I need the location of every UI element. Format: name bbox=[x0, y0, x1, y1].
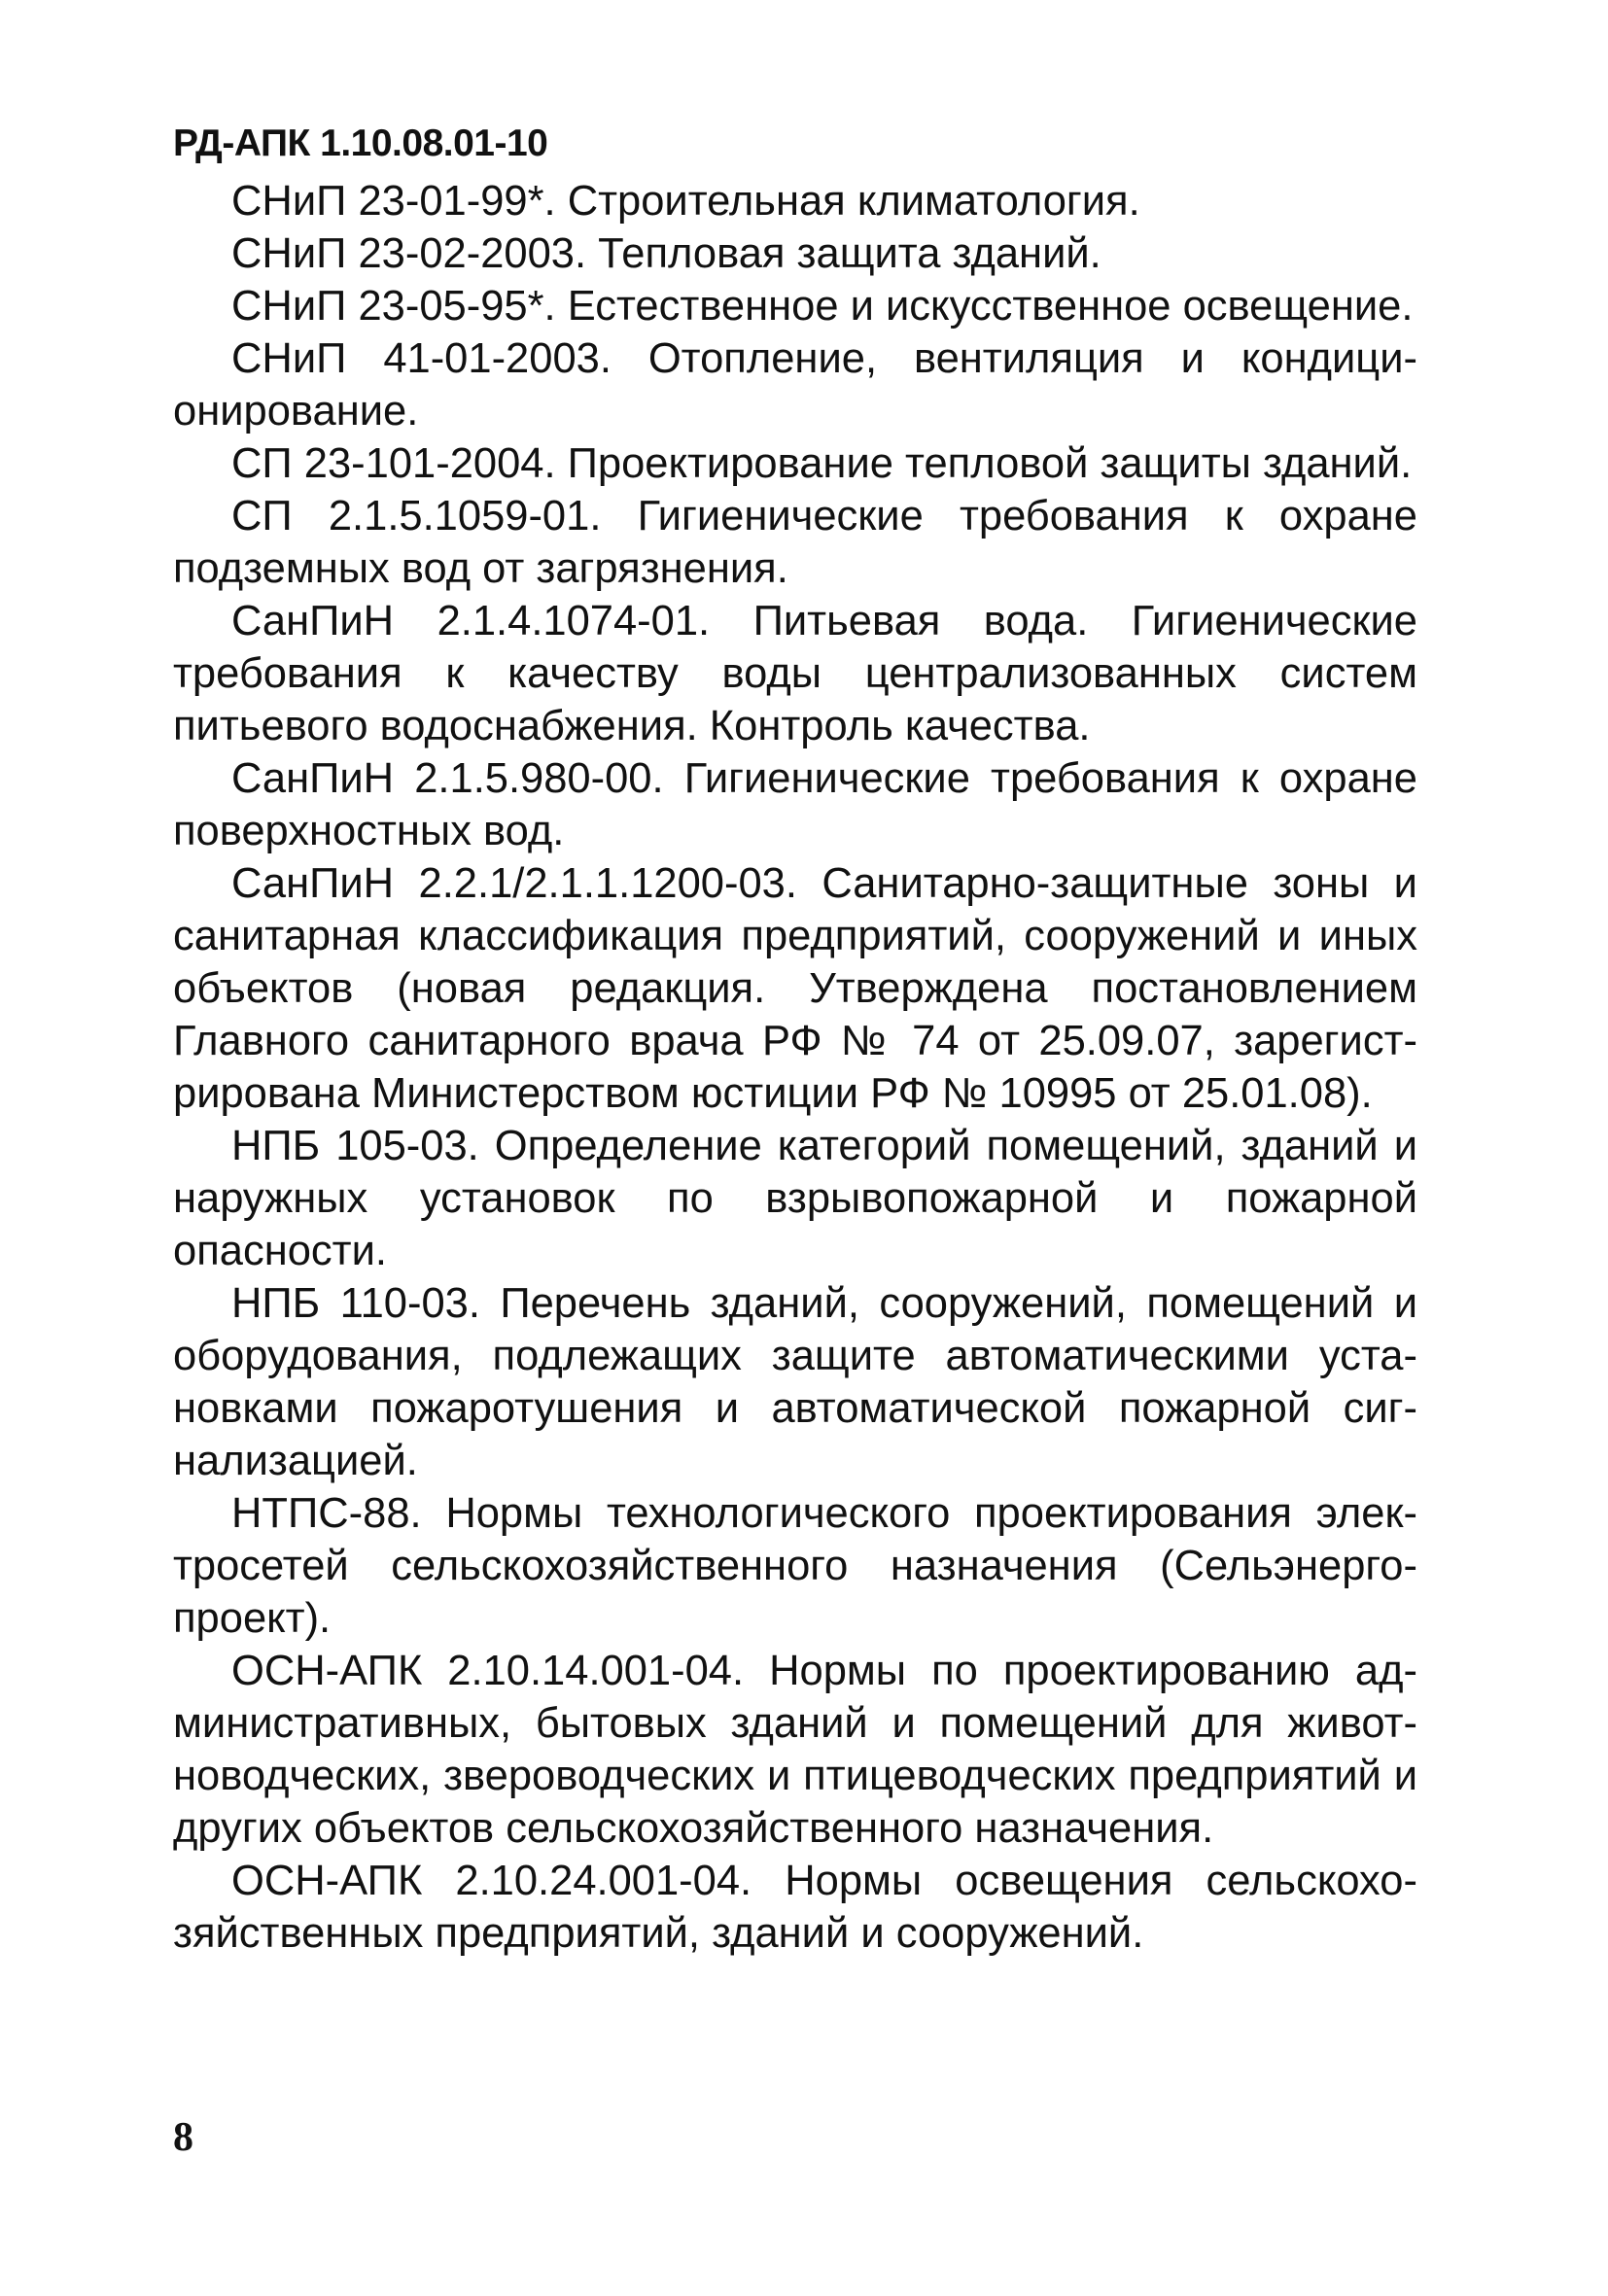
reference-item: СанПиН 2.2.1/2.1.1.1200-03. Санитарно-защитные зоны и санитарная классификация предприятий, сооружений и иных объектов (новая редакция. Утверждена постановлением Главного санитарного врача РФ № 74 от 25.09.07, зарегистрирована Министерством юстиции РФ № 10995 от 25.01.08). bbox=[173, 860, 1417, 1117]
reference-item: СанПиН 2.1.5.980-00. Гигиенические требования к охране поверхностных вод. bbox=[173, 755, 1417, 854]
reference-item: СНиП 23-05-95*. Естественное и искусственное освещение. bbox=[231, 283, 1414, 330]
reference-item: СНиП 23-01-99*. Строительная климатология. bbox=[231, 178, 1140, 225]
page-number: 8 bbox=[173, 2115, 193, 2160]
reference-item: СанПиН 2.1.4.1074-01. Питьевая вода. Гигиенические требования к качеству воды централизованных систем питьевого водоснабжения. Контроль качества. bbox=[173, 598, 1417, 749]
reference-item: НТПС-88. Нормы технологического проектирования электросетей сельскохозяйственного назначения (Сельэнергопроект). bbox=[173, 1490, 1417, 1642]
reference-item: ОСН-АПК 2.10.24.001-04. Нормы освещения сельскохозяйственных предприятий, зданий и сооружений. bbox=[173, 1858, 1417, 1957]
reference-item: СП 23-101-2004. Проектирование тепловой защиты зданий. bbox=[231, 440, 1413, 487]
document-code-header: РД-АПК 1.10.08.01-10 bbox=[173, 122, 548, 164]
reference-item: СНиП 23-02-2003. Тепловая защита зданий. bbox=[231, 230, 1101, 277]
reference-item: НПБ 110-03. Перечень зданий, сооружений, помещений и оборудования, подлежащих защите автоматическими установками пожаротушения и автоматической пожарной сигнализацией. bbox=[173, 1280, 1417, 1484]
reference-item: ОСН-АПК 2.10.14.001-04. Нормы по проектированию административных, бытовых зданий и помещений для животноводческих, звероводческих и птицеводческих предприятий и других объектов сельскохозяйственного назначения. bbox=[173, 1648, 1417, 1852]
reference-item: НПБ 105-03. Определение категорий помещений, зданий и наружных установок по взрывопожарной и пожарной опасности. bbox=[173, 1123, 1417, 1274]
reference-item: СНиП 41-01-2003. Отопление, вентиляция и кондиционирование. bbox=[173, 335, 1417, 435]
reference-item: СП 2.1.5.1059-01. Гигиенические требования к охране подземных вод от загрязнения. bbox=[173, 493, 1417, 592]
references-list bbox=[173, 175, 1417, 1960]
